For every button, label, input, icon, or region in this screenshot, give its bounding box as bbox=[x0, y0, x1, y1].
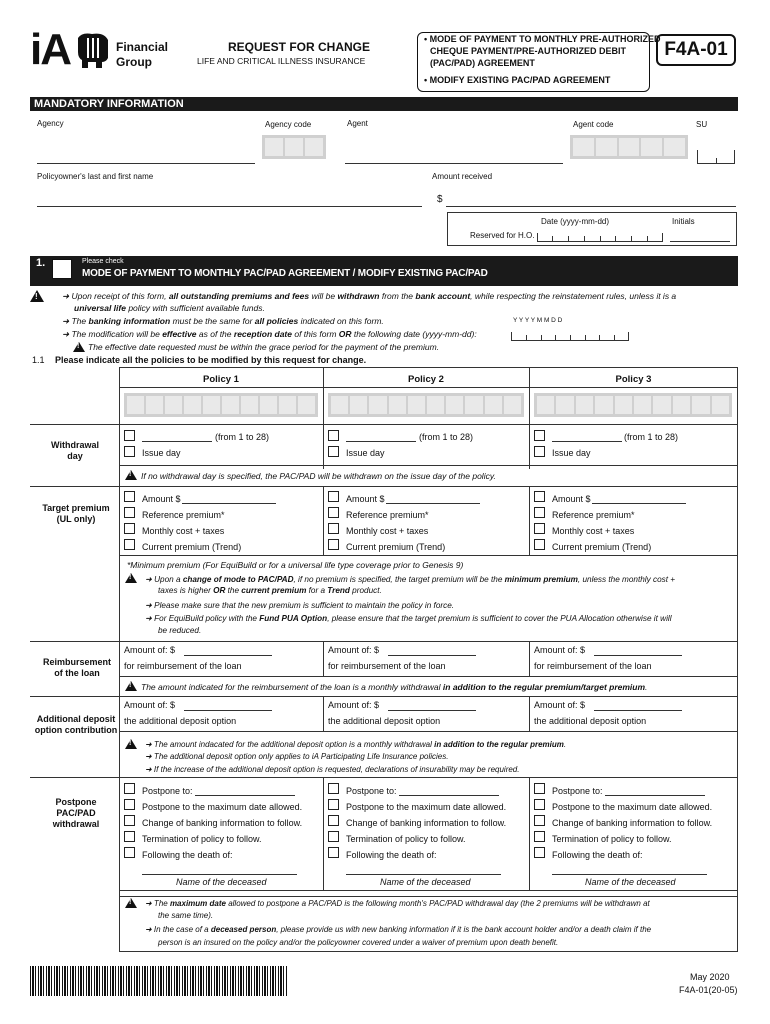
policy-1-header: Policy 1 bbox=[203, 374, 239, 385]
mandatory-heading: MANDATORY INFORMATION bbox=[34, 98, 184, 110]
p3-termination-checkbox[interactable] bbox=[534, 831, 545, 842]
p3-change-banking-label: Change of banking information to follow. bbox=[552, 818, 713, 828]
policyowner-field[interactable] bbox=[37, 206, 422, 207]
agent-code-label: Agent code bbox=[573, 120, 614, 129]
p3-amount-checkbox[interactable] bbox=[534, 491, 545, 502]
policyowner-label: Policyowner's last and first name bbox=[37, 172, 154, 181]
target-note-2: ➜ Please make sure that the new premium is sufficient to maintain the policy in force. bbox=[145, 601, 455, 610]
p1-reimb-amount-field[interactable] bbox=[184, 655, 272, 656]
warning-icon bbox=[125, 470, 137, 480]
agent-code-field[interactable] bbox=[570, 135, 688, 159]
p2-postpone-max-checkbox[interactable] bbox=[328, 799, 339, 810]
p2-monthly-cost-label: Monthly cost + taxes bbox=[346, 526, 429, 536]
su-label: SU bbox=[696, 120, 708, 129]
subsection-number: 1.1 bbox=[32, 355, 45, 365]
policy-2-header: Policy 2 bbox=[408, 374, 444, 385]
p2-deceased-name-field[interactable] bbox=[346, 874, 501, 875]
p1-issue-day-checkbox[interactable] bbox=[124, 446, 135, 457]
table-outer-bottom bbox=[119, 890, 738, 952]
initials-label: Initials bbox=[672, 217, 695, 226]
p2-deposit-amount-field[interactable] bbox=[388, 710, 476, 711]
p3-deceased-name-field[interactable] bbox=[552, 874, 707, 875]
p3-postpone-to-field[interactable] bbox=[605, 795, 705, 796]
p1-deposit-text: the additional deposit option bbox=[124, 716, 237, 726]
elephant-icon bbox=[76, 32, 110, 68]
p1-postpone-to-checkbox[interactable] bbox=[124, 783, 135, 794]
note-3: ➜ The modification will be effective as of the reception date of this form OR the following date (yyyy-mm-dd): bbox=[62, 329, 477, 339]
p3-termination-label: Termination of policy to follow. bbox=[552, 834, 672, 844]
p2-from-1-28: (from 1 to 28) bbox=[419, 432, 474, 442]
topic-line-1: • MODE OF PAYMENT TO MONTHLY PRE-AUTHORIZED bbox=[424, 34, 661, 44]
p2-following-death-checkbox[interactable] bbox=[328, 847, 339, 858]
p3-postpone-max-label: Postpone to the maximum date allowed. bbox=[552, 802, 713, 812]
p1-from-1-28: (from 1 to 28) bbox=[215, 432, 270, 442]
p1-current-premium-checkbox[interactable] bbox=[124, 539, 135, 550]
p3-withdrawal-day-field[interactable] bbox=[552, 441, 622, 442]
p1-withdrawal-day-checkbox[interactable] bbox=[124, 430, 135, 441]
topic-line-3: (PAC/PAD) AGREEMENT bbox=[430, 58, 535, 68]
postpone-note-2-line2: person is an insured on the policy and/or the policyowner covered under a waiver of premium upon death benefit. bbox=[158, 938, 559, 947]
target-note-3: ➜ For EquiBuild policy with the Fund PUA Option, please ensure that the target premium is sufficient to cover the PUA Allocation otherwise it will bbox=[145, 614, 672, 623]
p1-change-banking-checkbox[interactable] bbox=[124, 815, 135, 826]
p2-reimb-text: for reimbursement of the loan bbox=[328, 661, 446, 671]
dollar-sign: $ bbox=[437, 194, 443, 205]
p2-change-banking-label: Change of banking information to follow. bbox=[346, 818, 507, 828]
p2-monthly-cost-checkbox[interactable] bbox=[328, 523, 339, 534]
p2-name-deceased-label: Name of the deceased bbox=[380, 877, 471, 887]
p2-postpone-to-label: Postpone to: bbox=[346, 786, 397, 796]
reserved-ho-label: Reserved for H.O. bbox=[470, 231, 535, 240]
policy-1-number-field[interactable] bbox=[124, 393, 318, 417]
p1-monthly-cost-checkbox[interactable] bbox=[124, 523, 135, 534]
p1-withdrawal-day-field[interactable] bbox=[142, 441, 212, 442]
postpone-note-1-line2: the same time). bbox=[158, 911, 214, 920]
p1-monthly-cost-label: Monthly cost + taxes bbox=[142, 526, 225, 536]
p2-reference-premium-checkbox[interactable] bbox=[328, 507, 339, 518]
p2-deposit-text: the additional deposit option bbox=[328, 716, 441, 726]
p3-change-banking-checkbox[interactable] bbox=[534, 815, 545, 826]
barcode bbox=[30, 966, 288, 996]
p1-reference-premium-checkbox[interactable] bbox=[124, 507, 135, 518]
p1-deposit-amount-field[interactable] bbox=[184, 710, 272, 711]
agent-field[interactable] bbox=[345, 163, 563, 164]
p2-amount-label: Amount $ bbox=[346, 494, 385, 504]
topic-line-4: • MODIFY EXISTING PAC/PAD AGREEMENT bbox=[424, 75, 611, 85]
p2-deposit-amount-label: Amount of: $ bbox=[328, 700, 380, 710]
p1-termination-checkbox[interactable] bbox=[124, 831, 135, 842]
deposit-note-2: ➜ The additional deposit option only applies to iA Participating Life Insurance policies. bbox=[145, 752, 449, 761]
p1-issue-day-label: Issue day bbox=[142, 448, 181, 458]
policy-3-header: Policy 3 bbox=[615, 374, 652, 385]
p3-reference-premium-label: Reference premium* bbox=[552, 510, 635, 520]
agent-label: Agent bbox=[347, 119, 368, 128]
p2-current-premium-checkbox[interactable] bbox=[328, 539, 339, 550]
p2-postpone-to-checkbox[interactable] bbox=[328, 783, 339, 794]
reimbursement-label: Reimbursement of the loan bbox=[42, 657, 112, 678]
warning-icon bbox=[30, 290, 44, 302]
p3-current-premium-checkbox[interactable] bbox=[534, 539, 545, 550]
form-subtitle: LIFE AND CRITICAL ILLNESS INSURANCE bbox=[197, 56, 366, 66]
section1-checkbox[interactable] bbox=[52, 259, 72, 279]
p3-monthly-cost-label: Monthly cost + taxes bbox=[552, 526, 635, 536]
p3-following-death-checkbox[interactable] bbox=[534, 847, 545, 858]
note-1-line2: universal life policy with sufficient available funds. bbox=[74, 303, 265, 313]
note-2: ➜ The banking information must be the same for all policies indicated on this form. bbox=[62, 316, 384, 326]
ho-initials-field[interactable] bbox=[670, 241, 730, 242]
withdrawal-note: If no withdrawal day is specified, the PAC/PAD will be withdrawn on the issue day of the policy. bbox=[141, 471, 496, 481]
target-note-1-line2: taxes is higher OR the current premium for a Trend product. bbox=[158, 586, 382, 595]
policy-2-number-field[interactable] bbox=[328, 393, 524, 417]
p1-reimb-text: for reimbursement of the loan bbox=[124, 661, 242, 671]
withdrawal-day-label: Withdrawal day bbox=[51, 440, 99, 461]
target-note-3-line2: be reduced. bbox=[158, 626, 202, 635]
note-1: ➜ Upon receipt of this form, all outstanding premiums and fees will be withdrawn from the bank account, while respecting the reinstatement rules, unless it is a bbox=[62, 291, 677, 301]
agency-code-label: Agency code bbox=[265, 120, 312, 129]
p1-change-banking-label: Change of banking information to follow. bbox=[142, 818, 303, 828]
logo-financial: Financial bbox=[116, 40, 169, 54]
p1-deceased-name-field[interactable] bbox=[142, 874, 297, 875]
form-title: REQUEST FOR CHANGE bbox=[228, 40, 371, 54]
minimum-premium-note: *Minimum premium (For EquiBuild or for a universal life type coverage prior to Genesis 9) bbox=[127, 560, 464, 570]
warning-icon bbox=[73, 342, 85, 352]
p2-postpone-to-field[interactable] bbox=[399, 795, 499, 796]
agency-code-field[interactable] bbox=[262, 135, 326, 159]
p1-postpone-to-label: Postpone to: bbox=[142, 786, 193, 796]
p1-reimb-amount-label: Amount of: $ bbox=[124, 645, 176, 655]
p3-current-premium-label: Current premium (Trend) bbox=[552, 542, 652, 552]
p3-amount-label: Amount $ bbox=[552, 494, 591, 504]
p1-reference-premium-label: Reference premium* bbox=[142, 510, 225, 520]
p3-from-1-28: (from 1 to 28) bbox=[624, 432, 679, 442]
ia-logo bbox=[30, 25, 180, 76]
deposit-note-1: ➜ The amount indacated for the additional deposit option is a monthly withdrawal in addition to the regular premium. bbox=[145, 740, 567, 749]
p3-postpone-to-label: Postpone to: bbox=[552, 786, 603, 796]
agency-label: Agency bbox=[37, 119, 64, 128]
p2-current-premium-label: Current premium (Trend) bbox=[346, 542, 446, 552]
p2-reimb-amount-field[interactable] bbox=[388, 655, 476, 656]
p3-issue-day-label: Issue day bbox=[552, 448, 591, 458]
p2-reference-premium-label: Reference premium* bbox=[346, 510, 429, 520]
p1-deposit-amount-label: Amount of: $ bbox=[124, 700, 176, 710]
p3-deposit-amount-field[interactable] bbox=[594, 710, 682, 711]
target-note-1: ➜ Upon a change of mode to PAC/PAD, if no premium is specified, the target premium will be the minimum premium, unless the monthly cost + bbox=[145, 575, 676, 584]
agency-field[interactable] bbox=[37, 163, 255, 164]
p2-change-banking-checkbox[interactable] bbox=[328, 815, 339, 826]
footer-code: F4A-01(20-05) bbox=[679, 985, 738, 995]
p2-reimb-amount-label: Amount of: $ bbox=[328, 645, 380, 655]
warning-icon bbox=[125, 573, 137, 583]
p2-amount-checkbox[interactable] bbox=[328, 491, 339, 502]
p1-postpone-to-field[interactable] bbox=[195, 795, 295, 796]
reimbursement-note: The amount indicated for the reimbursement of the loan is a monthly withdrawal in addition to the regular premium/target premium. bbox=[141, 682, 648, 692]
section1-title: MODE OF PAYMENT TO MONTHLY PAC/PAD AGREEMENT / MODIFY EXISTING PAC/PAD bbox=[82, 268, 488, 279]
p3-reimb-amount-field[interactable] bbox=[594, 655, 682, 656]
section1-number: 1. bbox=[36, 257, 46, 269]
p3-name-deceased-label: Name of the deceased bbox=[585, 877, 676, 887]
deposit-note-3: ➜ If the increase of the additional deposit option is requested, declarations of insurability may be required. bbox=[145, 765, 520, 774]
p2-termination-label: Termination of policy to follow. bbox=[346, 834, 466, 844]
warning-icon bbox=[125, 739, 137, 749]
logo-ia-text: iA bbox=[30, 25, 70, 74]
additional-deposit-label: Additional deposit option contribution bbox=[34, 714, 118, 735]
p2-issue-day-checkbox[interactable] bbox=[328, 446, 339, 457]
p2-following-death-label: Following the death of: bbox=[346, 850, 437, 860]
amount-received-label: Amount received bbox=[432, 172, 493, 181]
p1-following-death-checkbox[interactable] bbox=[124, 847, 135, 858]
p3-postpone-max-checkbox[interactable] bbox=[534, 799, 545, 810]
p1-postpone-max-label: Postpone to the maximum date allowed. bbox=[142, 802, 303, 812]
p2-withdrawal-day-field[interactable] bbox=[346, 441, 416, 442]
p1-amount-label: Amount $ bbox=[142, 494, 181, 504]
postpone-note-2: ➜ In the case of a deceased person, please provide us with new banking information if it is the bank account holder and/or a death claim if the bbox=[145, 925, 652, 934]
p2-issue-day-label: Issue day bbox=[346, 448, 385, 458]
date-label: Date (yyyy-mm-dd) bbox=[541, 217, 610, 226]
p3-issue-day-checkbox[interactable] bbox=[534, 446, 545, 457]
p3-monthly-cost-checkbox[interactable] bbox=[534, 523, 545, 534]
p1-following-death-label: Following the death of: bbox=[142, 850, 233, 860]
p2-termination-checkbox[interactable] bbox=[328, 831, 339, 842]
form-code-box: F4A-01 bbox=[656, 34, 736, 66]
p3-amount-field[interactable] bbox=[592, 503, 686, 504]
p2-postpone-max-label: Postpone to the maximum date allowed. bbox=[346, 802, 507, 812]
please-check-label: Please check bbox=[82, 258, 124, 265]
p1-termination-label: Termination of policy to follow. bbox=[142, 834, 262, 844]
p2-amount-field[interactable] bbox=[386, 503, 480, 504]
p3-reference-premium-checkbox[interactable] bbox=[534, 507, 545, 518]
p3-withdrawal-day-checkbox[interactable] bbox=[534, 430, 545, 441]
p1-postpone-max-checkbox[interactable] bbox=[124, 799, 135, 810]
subsection-text: Please indicate all the policies to be modified by this request for change. bbox=[55, 355, 367, 365]
postpone-label: Postpone PAC/PAD withdrawal bbox=[52, 797, 100, 829]
p3-deposit-text: the additional deposit option bbox=[534, 716, 647, 726]
note-4: The effective date requested must be within the grace period for the payment of the premium. bbox=[88, 342, 440, 352]
p1-current-premium-label: Current premium (Trend) bbox=[142, 542, 242, 552]
warning-icon bbox=[125, 681, 137, 691]
p1-name-deceased-label: Name of the deceased bbox=[176, 877, 267, 887]
p3-reimb-amount-label: Amount of: $ bbox=[534, 645, 586, 655]
p3-reimb-text: for reimbursement of the loan bbox=[534, 661, 652, 671]
p1-amount-field[interactable] bbox=[182, 503, 276, 504]
postpone-note-1: ➜ The maximum date allowed to postpone a PAC/PAD is the following month's PAC/PAD withdrawal day (the 2 premiums will be withdrawn at bbox=[145, 899, 650, 908]
footer-date: May 2020 bbox=[690, 972, 730, 982]
target-premium-label: Target premium (UL only) bbox=[42, 503, 110, 524]
logo-group: Group bbox=[116, 55, 152, 69]
p1-amount-checkbox[interactable] bbox=[124, 491, 135, 502]
p2-withdrawal-day-checkbox[interactable] bbox=[328, 430, 339, 441]
p3-following-death-label: Following the death of: bbox=[552, 850, 643, 860]
policy-3-number-field[interactable] bbox=[534, 393, 732, 417]
p3-postpone-to-checkbox[interactable] bbox=[534, 783, 545, 794]
amount-received-field[interactable] bbox=[446, 206, 736, 207]
ymd-label: Y Y Y Y M M D D bbox=[513, 317, 563, 324]
p3-deposit-amount-label: Amount of: $ bbox=[534, 700, 586, 710]
topic-line-2: CHEQUE PAYMENT/PRE-AUTHORIZED DEBIT bbox=[430, 46, 627, 56]
